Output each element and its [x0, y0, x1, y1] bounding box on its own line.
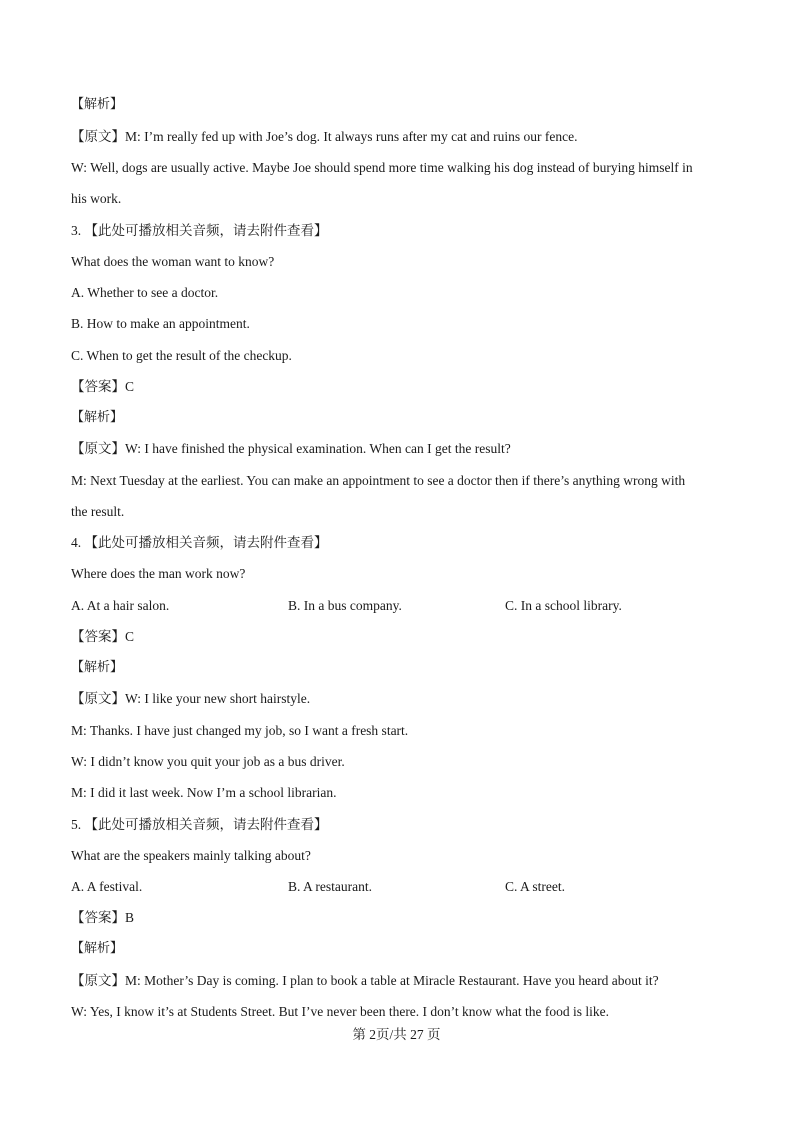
transcript-line: 【原文】M: Mother’s Day is coming. I plan to book a table at Miracle Restaurant. Have you heard about it? [71, 973, 659, 988]
analysis-label: 【解析】 [71, 97, 124, 112]
transcript-line: M: Next Tuesday at the earliest. You can make an appointment to see a doctor then if there’s anything wrong with [71, 473, 686, 488]
analysis-label: 【解析】 [71, 660, 124, 675]
transcript-line: his work. [71, 191, 122, 206]
transcript-line: M: Thanks. I have just changed my job, so I want a fresh start. [71, 723, 409, 738]
option-a: A. A festival. [71, 879, 143, 894]
answer-label: 【答案】B [71, 910, 135, 925]
question-text: What are the speakers mainly talking about? [71, 848, 311, 863]
question-text: What does the woman want to know? [71, 254, 275, 269]
transcript-line: W: Yes, I know it’s at Students Street. But I’ve never been there. I don’t know what the food is like. [71, 1004, 610, 1019]
option-c: C. In a school library. [505, 598, 622, 613]
transcript-line: 【原文】M: I’m really fed up with Joe’s dog. It always runs after my cat and ruins our fence. [71, 129, 578, 144]
option-b: B. A restaurant. [288, 879, 372, 894]
transcript-line: M: I did it last week. Now I’m a school librarian. [71, 785, 337, 800]
option-a: A. Whether to see a doctor. [71, 285, 219, 300]
question-heading: 5. 【此处可播放相关音频，请去附件查看】 [71, 817, 328, 832]
option-c: C. A street. [505, 879, 565, 894]
analysis-label: 【解析】 [71, 941, 124, 956]
option-b: B. In a bus company. [288, 598, 402, 613]
answer-label: 【答案】C [71, 629, 135, 644]
answer-label: 【答案】C [71, 379, 135, 394]
question-heading: 3. 【此处可播放相关音频，请去附件查看】 [71, 223, 328, 238]
analysis-label: 【解析】 [71, 410, 124, 425]
transcript-line: 【原文】W: I have finished the physical examination. When can I get the result? [71, 441, 511, 456]
transcript-line: 【原文】W: I like your new short hairstyle. [71, 691, 311, 706]
transcript-line: W: Well, dogs are usually active. Maybe Joe should spend more time walking his dog instead of burying himself in [71, 160, 693, 175]
question-heading: 4. 【此处可播放相关音频，请去附件查看】 [71, 535, 328, 550]
page-number: 第 2页/共 27 页 [352, 1027, 441, 1042]
question-text: Where does the man work now? [71, 566, 246, 581]
option-a: A. At a hair salon. [71, 598, 170, 613]
transcript-line: W: I didn’t know you quit your job as a bus driver. [71, 754, 345, 769]
option-b: B. How to make an appointment. [71, 316, 250, 331]
transcript-line: the result. [71, 504, 125, 519]
option-c: C. When to get the result of the checkup. [71, 348, 292, 363]
